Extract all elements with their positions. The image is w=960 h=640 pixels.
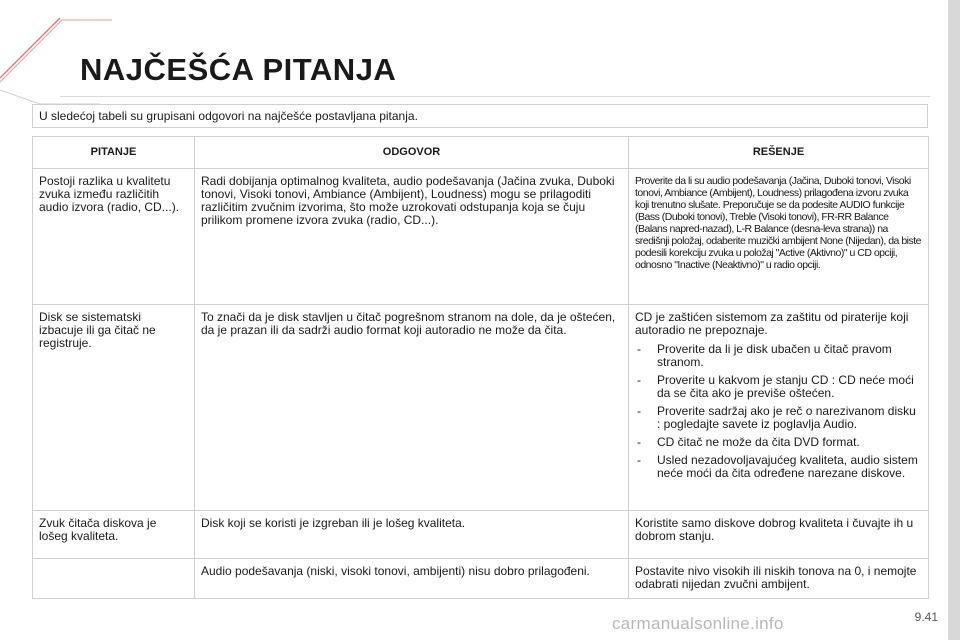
dash-bullet: - <box>637 404 641 418</box>
list-item <box>635 405 922 431</box>
answer-cell: Radi dobijanja optimalnog kvaliteta, audio podešavanja (Jačina zvuka, Duboki tonovi, Visoki tonovi, Ambiance (Ambijent), Loudness) mogu se prilagoditi različitim zvučnim izvorima, što može uzrokovati odstupanja koja se čuju prilikom promene izvora zvuka (radio, CD...). <box>195 169 629 305</box>
list-item <box>635 343 922 369</box>
question-cell <box>33 559 195 599</box>
dash-bullet: - <box>637 435 641 449</box>
list-item-text: Proverite da li je disk ubačen u čitač pravom stranom. <box>657 342 892 369</box>
answer-cell: Audio podešavanja (niski, visoki tonovi, ambijenti) nisu dobro prilagođeni. <box>195 559 629 599</box>
dash-bullet: - <box>637 342 641 356</box>
table-row <box>33 169 929 305</box>
solution-cell: Koristite samo diskove dobrog kvaliteta i čuvajte ih u dobrom stanju. <box>629 511 929 559</box>
column-header-solution: REŠENJE <box>629 137 929 169</box>
page-number: 9.41 <box>914 610 938 624</box>
solution-cell: Proverite da li su audio podešavanja (Jačina, Duboki tonovi, Visoki tonovi, Ambiance (Ambijent), Loudness) prilagođena izvoru zvuka koji trenutno slušate. Preporučuje se da podesite AUDIO funkcije (Bass (Duboki tonovi), Treble (Visoki tonovi), FR-RR Balance (Balans napred-nazad), L-R Balance (desna-leva strana)) na središnji položaj, odaberite muzički ambijent None (Nijedan), da biste podesili korekciju zvuka u položaj "Active (Aktivno)" u CD opciji, odnosno "Inactive (Neaktivno)" u radio opciji. <box>629 169 929 305</box>
list-item <box>635 374 922 400</box>
list-item <box>635 436 922 449</box>
table-row <box>33 511 929 559</box>
table-row <box>33 305 929 511</box>
page-side-bar <box>948 0 960 640</box>
table-row <box>33 559 929 599</box>
table-header-row <box>33 137 929 169</box>
solution-intro: CD je zaštićen sistemom za zaštitu od piraterije koji autoradio ne prepoznaje. <box>635 310 909 337</box>
column-header-question: PITANJE <box>33 137 195 169</box>
list-item-text: Proverite sadržaj ako je reč o narezivanom disku : pogledajte savete iz poglavlja Audio. <box>657 404 916 431</box>
title-divider <box>60 96 930 97</box>
list-item-text: Proverite u kakvom je stanju CD : CD neće moći da se čita ako je previše oštećen. <box>657 373 914 400</box>
faq-table <box>32 136 929 599</box>
question-cell: Postoji razlika u kvalitetu zvuka između različitih audio izvora (radio, CD...). <box>33 169 195 305</box>
solution-list <box>635 343 922 480</box>
solution-cell <box>629 305 929 511</box>
page-title: NAJČEŠĆA PITANJA <box>80 52 397 87</box>
question-cell: Disk se sistematski izbacuje ili ga čitač ne registruje. <box>33 305 195 511</box>
question-cell: Zvuk čitača diskova je lošeg kvaliteta. <box>33 511 195 559</box>
list-item-text: CD čitač ne može da čita DVD format. <box>657 435 860 449</box>
watermark: carmanualsonline.info <box>612 614 784 633</box>
list-item-text: Usled nezadovoljavajućeg kvaliteta, audio sistem neće moći da čita određene narezane diskove. <box>657 453 918 480</box>
intro-text: U sledećoj tabeli su grupisani odgovori na najčešće postavljana pitanja. <box>32 104 928 128</box>
dash-bullet: - <box>637 373 641 387</box>
dash-bullet: - <box>637 453 641 467</box>
solution-cell: Postavite nivo visokih ili niskih tonova na 0, i nemojte odabrati nijedan zvučni ambijent. <box>629 559 929 599</box>
answer-cell: To znači da je disk stavljen u čitač pogrešnom stranom na dole, da je oštećen, da je prazan ili da sadrži audio format koji autoradio ne može da čita. <box>195 305 629 511</box>
column-header-answer: ODGOVOR <box>195 137 629 169</box>
list-item <box>635 454 922 480</box>
answer-cell: Disk koji se koristi je izgreban ili je lošeg kvaliteta. <box>195 511 629 559</box>
